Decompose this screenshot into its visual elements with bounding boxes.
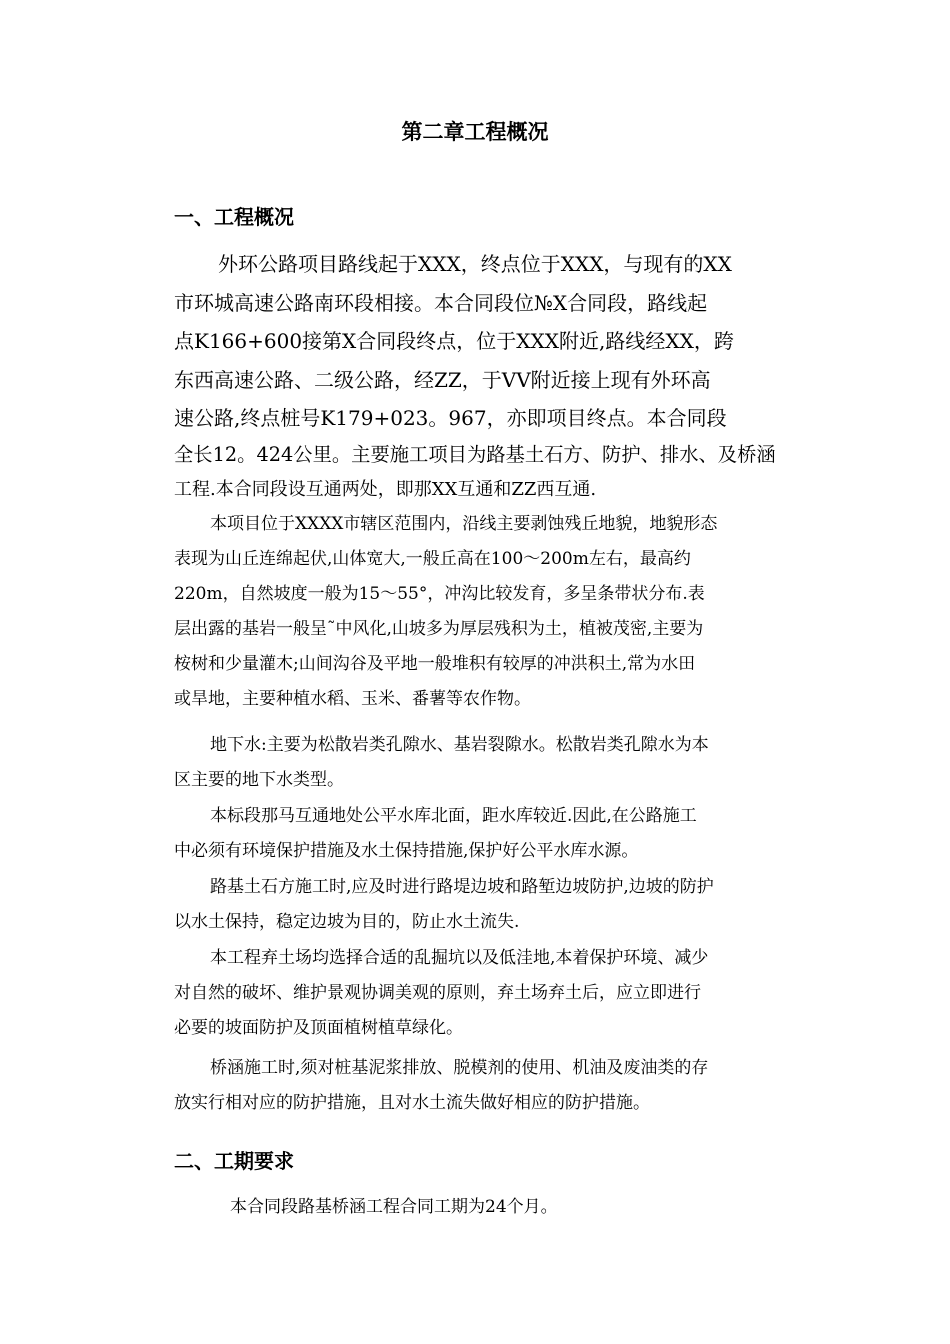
paragraph-reservoir bbox=[174, 799, 778, 869]
text-line: 全长12。424公里。主要施工项目为路基土石方、防护、排水、及桥涵 bbox=[174, 443, 776, 466]
text-line: 本工程弃土场均选择合适的乱掘坑以及低洼地,本着保护环境、减少 bbox=[210, 948, 709, 968]
text-line: 点K166+600接第X合同段终点，位于XXX附近,路线经XX，跨 bbox=[174, 329, 734, 353]
text-line: 地下水:主要为松散岩类孔隙水、基岩裂隙水。松散岩类孔隙水为本 bbox=[210, 735, 709, 755]
text-line: 本项目位于XXXX市辖区范围内，沿线主要剥蚀残丘地貌，地貌形态 bbox=[210, 514, 718, 534]
paragraph-schedule bbox=[174, 1190, 778, 1225]
text-line: 220m，自然坡度一般为15～55°，冲沟比较发育，多呈条带状分布.表 bbox=[174, 584, 705, 604]
text-line: 速公路,终点桩号K179+023。967，亦即项目终点。本合同段 bbox=[174, 406, 727, 430]
section-heading-schedule: 二、工期要求 bbox=[174, 1149, 294, 1173]
text-line: 桉树和少量灌木;山间沟谷及平地一般堆积有较厚的冲洪积土,常为水田 bbox=[174, 654, 696, 674]
text-line: 市环城高速公路南环段相接。本合同段位№X合同段，路线起 bbox=[174, 290, 708, 315]
text-line: 表现为山丘连绵起伏,山体宽大,一般丘高在100～200m左右，最高约 bbox=[174, 549, 691, 569]
text-line: 东西高速公路、二级公路，经ZZ，于VV附近接上现有外环高 bbox=[174, 367, 711, 392]
text-line: 路基土石方施工时,应及时进行路堤边坡和路堑边坡防护,边坡的防护 bbox=[210, 877, 714, 897]
text-line: 或旱地，主要种植水稻、玉米、番薯等农作物。 bbox=[174, 689, 531, 709]
text-line: 外环公路项目路线起于XXX，终点位于XXX，与现有的XX bbox=[218, 252, 732, 276]
text-line: 对自然的破坏、维护景观协调美观的原则，弃土场弃土后，应立即进行 bbox=[174, 983, 701, 1003]
paragraph-location bbox=[174, 507, 778, 717]
section-heading-overview: 一、工程概况 bbox=[174, 205, 294, 229]
text-line: 层出露的基岩一般呈˜中风化,山坡多为厚层残积为土，植被茂密,主要为 bbox=[174, 619, 704, 639]
paragraph-slope-protection bbox=[174, 870, 778, 940]
paragraph-spoil-ground bbox=[174, 941, 778, 1046]
text-line: 放实行相对应的防护措施，且对水土流失做好相应的防护措施。 bbox=[174, 1093, 650, 1113]
text-line: 以水土保持，稳定边坡为目的，防止水土流失. bbox=[174, 912, 520, 932]
paragraph-groundwater bbox=[174, 728, 778, 798]
text-line: 本标段那马互通地处公平水库北面，距水库较近.因此,在公路施工 bbox=[210, 806, 697, 826]
text-line: 中必须有环境保护措施及水土保持措施,保护好公平水库水源。 bbox=[174, 841, 639, 861]
text-line: 桥涵施工时,须对桩基泥浆排放、脱模剂的使用、机油及废油类的存 bbox=[210, 1058, 709, 1078]
paragraph-overview-1 bbox=[174, 245, 778, 438]
text-line: 本合同段路基桥涵工程合同工期为24个月。 bbox=[230, 1197, 558, 1217]
text-line: 必要的坡面防护及顶面植树植草绿化。 bbox=[174, 1018, 463, 1038]
text-line: 区主要的地下水类型。 bbox=[174, 770, 344, 790]
paragraph-overview-1-tail bbox=[174, 437, 778, 507]
paragraph-bridge-culvert bbox=[174, 1051, 778, 1121]
text-line: 工程.本合同段设互通两处，即那XX互通和ZZ西互通. bbox=[174, 479, 597, 500]
chapter-title: 第二章工程概况 bbox=[401, 120, 549, 144]
